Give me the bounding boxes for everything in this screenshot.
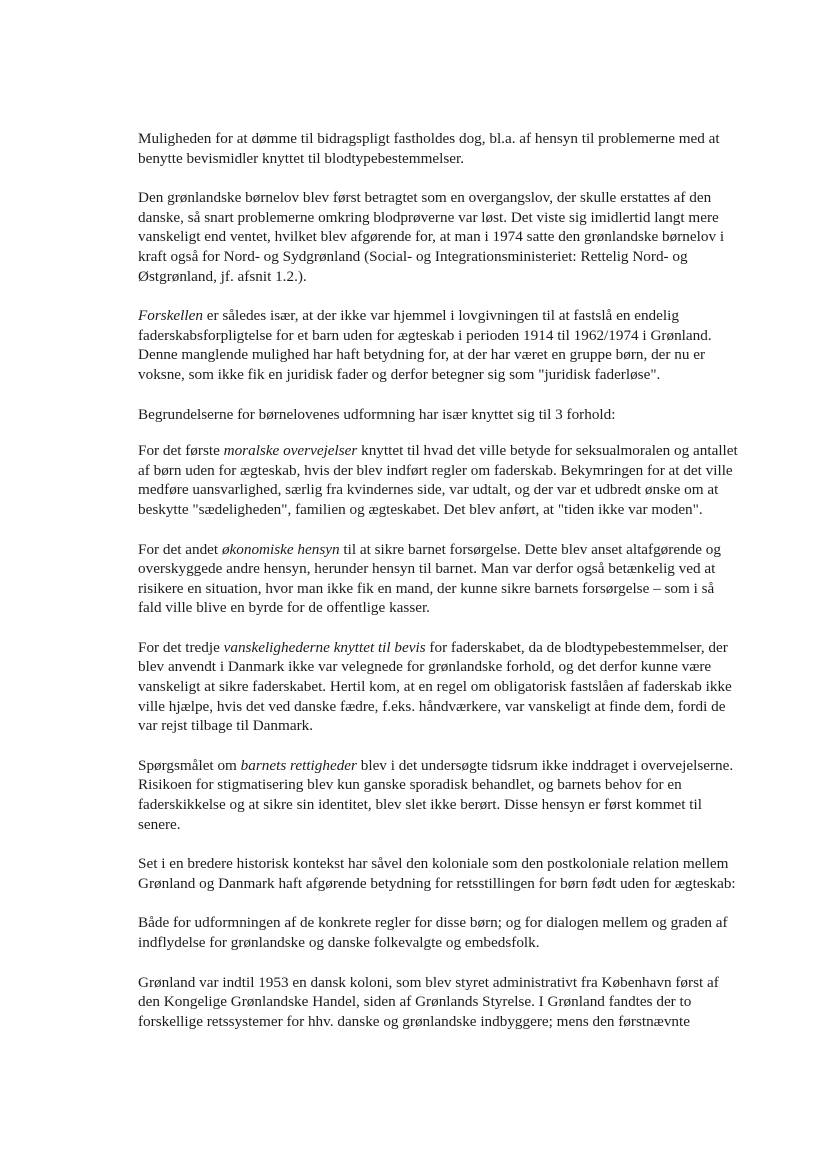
paragraph-text: til at sikre barnet forsørgelse. Dette blev anset altafgørende og overskyggede andre hensyn, herunder hensyn til barnet. Man var derfor også betænkelig ved at risikere en situation, hvor man ikke fik en mand, der kunne sikre barnets forsørgelse – som i så fald ville blive en byrde for de offentlige kasser. — [138, 540, 721, 617]
paragraph-begrundelser — [138, 405, 738, 425]
italic-term: Forskellen — [138, 307, 203, 325]
paragraph-lead: For det første — [138, 442, 224, 460]
paragraph-text: Grønland var indtil 1953 en dansk koloni, som blev styret administrativt fra København først af den Kongelige Grønlandske Handel, siden af Grønlands Styrelse. I Grønland fandtes der to forskellige retssystemer for hhv. danske og grønlandske indbyggere; mens den førstnævnte — [138, 973, 719, 1030]
paragraph-historisk-kontekst — [138, 854, 738, 893]
paragraph-udformning-dialog — [138, 913, 738, 952]
paragraph-lead: Spørgsmålet om — [138, 756, 241, 774]
body-text — [138, 129, 738, 1051]
paragraph-barnets-rettigheder — [138, 756, 738, 834]
paragraph-forskellen — [138, 306, 738, 384]
paragraph-moralske-overvejelser — [138, 441, 738, 519]
paragraph-text: Set i en bredere historisk kontekst har såvel den koloniale som den postkoloniale relation mellem Grønland og Danmark haft afgørende betydning for retsstillingen for børn født uden for ægteskab: — [138, 855, 736, 892]
paragraph-dansk-koloni — [138, 973, 738, 1032]
italic-term: økonomiske hensyn — [221, 540, 340, 558]
paragraph-lead: For det tredje — [138, 638, 224, 656]
italic-term: barnets rettigheder — [240, 756, 357, 774]
paragraph-text: Både for udformningen af de konkrete regler for disse børn; og for dialogen mellem og graden af indflydelse for grønlandske og danske folkevalgte og embedsfolk. — [138, 914, 728, 951]
paragraph-text: er således især, at der ikke var hjemmel i lovgivningen til at fastslå en endelig faderskabsforpligtelse for et barn uden for ægteskab i perioden 1914 til 1962/1974 i Grønland. Denne manglende mulighed har haft betydning for, at der har været en gruppe børn, der nu er voksne, som ikke fik en juridisk fader og derfor betegner sig som "juridisk faderløse". — [138, 307, 712, 383]
italic-term: vanskelighederne knyttet til bevis — [223, 638, 426, 656]
paragraph-lead: For det andet — [138, 540, 222, 558]
paragraph-text: Den grønlandske børnelov blev først betragtet som en overgangslov, der skulle erstattes af den danske, så snart problemerne omkring blodprøverne var løst. Det viste sig imidlertid langt mere vanskeligt end ventet, hvilket blev afgørende for, at man i 1974 satte den grønlandske børnelov i kraft også for Nord- og Sydgrønland (Social- og Integrationsministeriet: Rettelig Nord- og Østgrønland, jf. afsnit 1.2.). — [138, 189, 725, 285]
italic-term: moralske overvejelser — [223, 442, 358, 460]
paragraph-text: knyttet til hvad det ville betyde for seksualmoralen og antallet af børn uden for ægteskab, hvis der blev indført regler om faderskab. Bekymringen for at det ville medføre uansvarlighed, særlig fra kvindernes side, var udtalt, og der var et udbredt ønske om at beskytte "sædeligheden", familien og ægteskabet. Det blev anført, at "tiden ikke var moden". — [138, 442, 738, 518]
paragraph-text: Muligheden for at dømme til bidragspligt fastholdes dog, bl.a. af hensyn til problemerne med at benytte bevismidler knyttet til blodtypebestemmelser. — [138, 130, 720, 167]
paragraph-text: blev i det undersøgte tidsrum ikke inddraget i overvejelserne. Risikoen for stigmatisering blev kun ganske sporadisk behandlet, og barnets behov for en faderskikkelse og at sikre sin identitet, blev slet ikke berørt. Disse hensyn er først kommet til senere. — [138, 756, 734, 833]
paragraph-oekonomiske-hensyn — [138, 540, 738, 618]
paragraph-vanskeligheder-bevis — [138, 638, 738, 736]
paragraph-boernelov-overgangslov — [138, 188, 738, 286]
paragraph-bidragspligt — [138, 129, 738, 168]
paragraph-text: Begrundelserne for børnelovenes udformning har især knyttet sig til 3 forhold: — [138, 405, 616, 423]
paragraph-text: for faderskabet, da de blodtypebestemmelser, der blev anvendt i Danmark ikke var velegnede for grønlandske forhold, og det derfor kunne være vanskeligt at sikre faderskabet. Hertil kom, at en regel om obligatorisk fastslåen af faderskab ikke ville hjælpe, hvis det ved danske fædre, f.eks. håndværkere, var vanskeligt at finde dem, fordi de var rejst tilbage til Danmark. — [138, 638, 732, 735]
